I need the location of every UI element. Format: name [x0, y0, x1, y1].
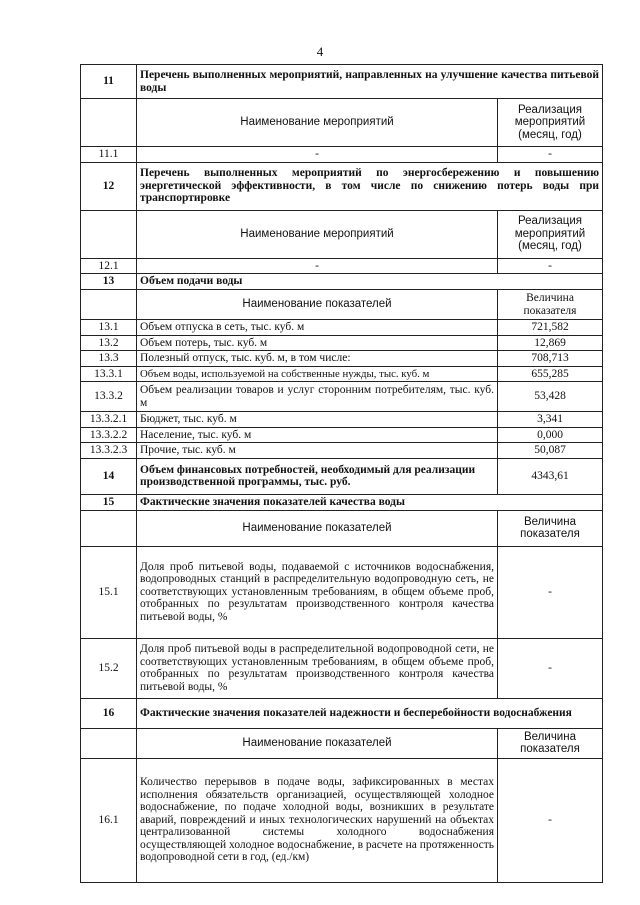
table-row: [81, 758, 603, 882]
section-title: Фактические значения показателей качества воды: [137, 494, 603, 510]
row-number: 13.1: [81, 320, 137, 336]
table-row: [81, 638, 603, 698]
row-name: Полезный отпуск, тыс. куб. м, в том числе:: [137, 351, 498, 367]
row-name: -: [137, 258, 498, 274]
table-row: [81, 427, 603, 443]
row-name: Бюджет, тыс. куб. м: [137, 412, 498, 428]
section-title: Фактические значения показателей надежности и бесперебойности водоснабжения: [137, 698, 603, 728]
row-value: 3,341: [498, 412, 603, 428]
empty-cell: [81, 210, 137, 258]
column-name-header: Наименование мероприятий: [137, 210, 498, 258]
table-row: [81, 320, 603, 336]
row-number: 13.3.2.3: [81, 443, 137, 459]
section-16-column-header: [81, 728, 603, 758]
table-row: [81, 258, 603, 274]
table-row: [81, 443, 603, 459]
page-number: 4: [316, 44, 324, 59]
column-value-header: Реализация мероприятий (месяц, год): [498, 210, 603, 258]
report-table: [80, 64, 603, 883]
empty-cell: [81, 99, 137, 147]
column-value-header: Величина показателя: [498, 728, 603, 758]
row-value: 708,713: [498, 351, 603, 367]
section-14-row: [81, 458, 603, 494]
row-number: 13.3.1: [81, 366, 137, 382]
row-number: 13.3.2: [81, 382, 137, 412]
row-number: 13.3: [81, 351, 137, 367]
row-name: Объем воды, используемой на собственные нужды, тыс. куб. м: [137, 366, 498, 382]
row-value: 0,000: [498, 427, 603, 443]
row-number: 13.3.2.1: [81, 412, 137, 428]
column-value-header: Величина показателя: [498, 290, 603, 320]
section-11-column-header: [81, 99, 603, 147]
row-name: Доля проб питьевой воды в распределительной водопроводной сети, не соответствующих установленным требованиям, в общем объеме проб, отобранных по результатам производственного контроля качества питьевой воды, %: [137, 638, 498, 698]
section-number: 12: [81, 162, 137, 210]
row-name: Население, тыс. куб. м: [137, 427, 498, 443]
table-row: [81, 351, 603, 367]
row-number: 13.3.2.2: [81, 427, 137, 443]
section-13-column-header: [81, 290, 603, 320]
row-number: 12.1: [81, 258, 137, 274]
section-title: Объем подачи воды: [137, 274, 603, 290]
row-value: -: [498, 546, 603, 638]
section-title: Перечень выполненных мероприятий, направленных на улучшение качества питьевой воды: [137, 65, 603, 99]
section-15-header: [81, 494, 603, 510]
table-row: [81, 382, 603, 412]
row-number: 13.2: [81, 335, 137, 351]
row-name: Количество перерывов в подаче воды, зафиксированных в местах исполнения обязательств организацией, осуществляющей холодное водоснабжение, по подаче холодной воды, возникших в результате аварий, повреждений и иных технологических нарушений на объектах централизованной системы холодного водоснабжения осуществляющей холодное водоснабжение, в расчете на протяженность водопроводной сети в год, (ед./км): [137, 758, 498, 882]
column-name-header: Наименование показателей: [137, 728, 498, 758]
row-value: 721,582: [498, 320, 603, 336]
row-number: 11.1: [81, 147, 137, 163]
row-value: -: [498, 258, 603, 274]
row-value: 12,869: [498, 335, 603, 351]
column-name-header: Наименование показателей: [137, 290, 498, 320]
row-number: 16.1: [81, 758, 137, 882]
section-number: 16: [81, 698, 137, 728]
table-row: [81, 335, 603, 351]
table-row: [81, 546, 603, 638]
row-name: -: [137, 147, 498, 163]
section-title: Объем финансовых потребностей, необходимый для реализации производственной программы, тыс. руб.: [137, 458, 498, 494]
row-value: 53,428: [498, 382, 603, 412]
section-number: 15: [81, 494, 137, 510]
row-value: -: [498, 638, 603, 698]
section-13-header: [81, 274, 603, 290]
section-title: Перечень выполненных мероприятий по энергосбережению и повышению энергетической эффективности, в том числе по снижению потерь воды при транспортировке: [137, 162, 603, 210]
section-16-header: [81, 698, 603, 728]
section-12-header: [81, 162, 603, 210]
row-value: -: [498, 147, 603, 163]
empty-cell: [81, 290, 137, 320]
section-value: 4343,61: [498, 458, 603, 494]
column-value-header: Величина показателя: [498, 510, 603, 546]
section-number: 14: [81, 458, 137, 494]
row-name: Доля проб питьевой воды, подаваемой с источников водоснабжения, водопроводных станций в распределительную водопроводную сеть, не соответствующих установленным требованиям, в общем объеме проб, отобранных по результатам производственного контроля качества питьевой воды, %: [137, 546, 498, 638]
row-value: 655,285: [498, 366, 603, 382]
row-name: Объем потерь, тыс. куб. м: [137, 335, 498, 351]
column-name-header: Наименование мероприятий: [137, 99, 498, 147]
table-row: [81, 147, 603, 163]
table-row: [81, 412, 603, 428]
section-12-column-header: [81, 210, 603, 258]
section-15-column-header: [81, 510, 603, 546]
row-name: Прочие, тыс. куб. м: [137, 443, 498, 459]
row-name: Объем отпуска в сеть, тыс. куб. м: [137, 320, 498, 336]
empty-cell: [81, 728, 137, 758]
row-number: 15.2: [81, 638, 137, 698]
column-name-header: Наименование показателей: [137, 510, 498, 546]
row-name: Объем реализации товаров и услуг сторонним потребителям, тыс. куб. м: [137, 382, 498, 412]
section-number: 11: [81, 65, 137, 99]
section-number: 13: [81, 274, 137, 290]
row-value: 50,087: [498, 443, 603, 459]
row-number: 15.1: [81, 546, 137, 638]
table-row: [81, 366, 603, 382]
row-value: -: [498, 758, 603, 882]
empty-cell: [81, 510, 137, 546]
section-11-header: [81, 65, 603, 99]
column-value-header: Реализация мероприятий (месяц, год): [498, 99, 603, 147]
